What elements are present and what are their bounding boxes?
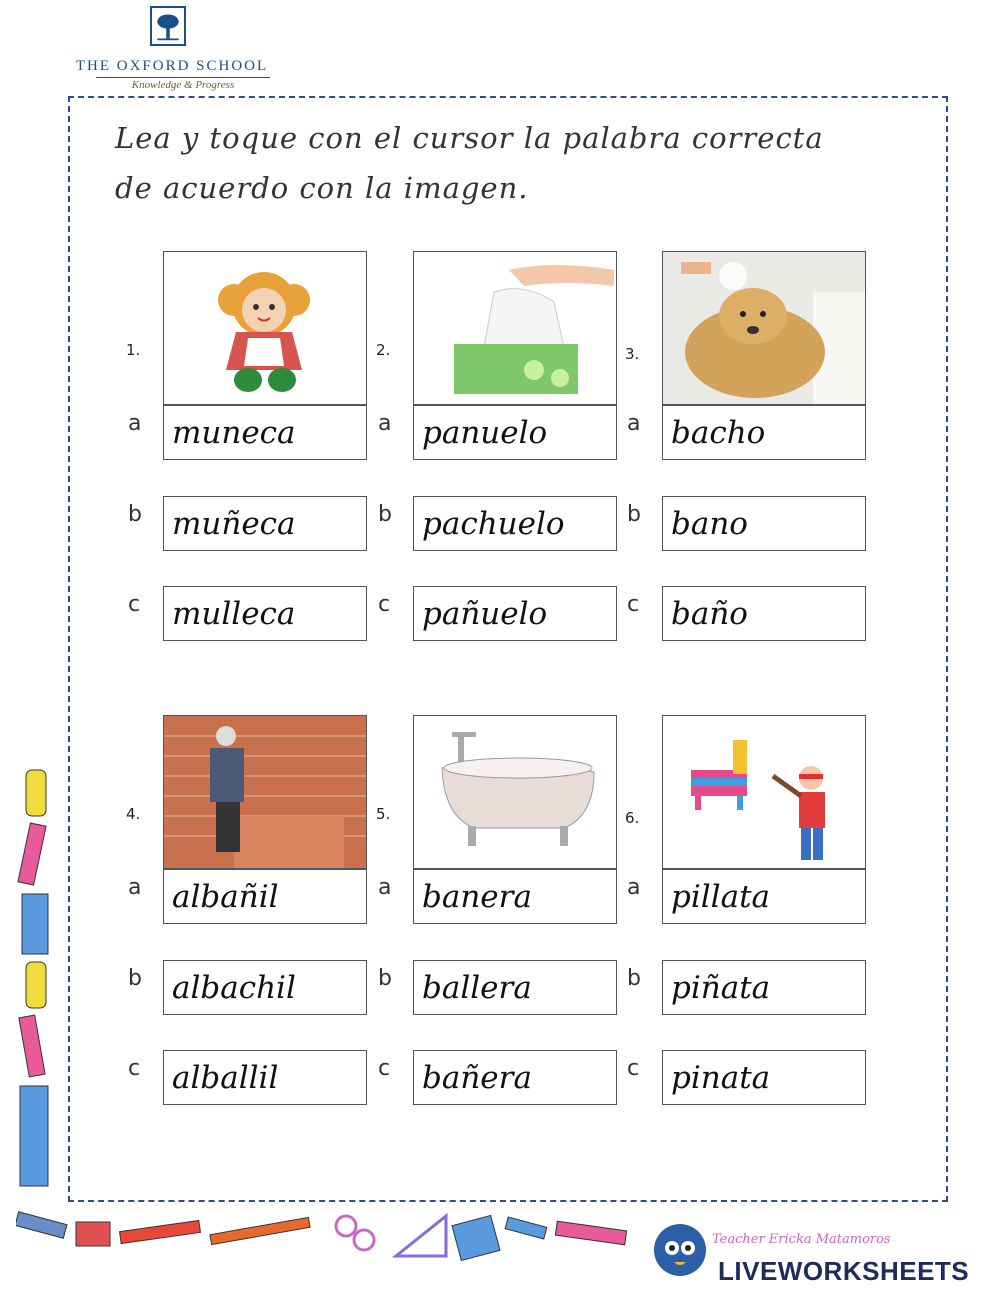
option-1c[interactable]: mulleca <box>163 586 367 641</box>
option-2a[interactable]: panuelo <box>413 405 617 460</box>
option-6a[interactable]: pillata <box>662 869 866 924</box>
option-letter-b: b <box>627 966 641 991</box>
question-number: 3. <box>625 345 640 363</box>
question-number: 4. <box>126 805 141 823</box>
question-number: 6. <box>625 809 640 827</box>
option-2c[interactable]: pañuelo <box>413 586 617 641</box>
option-5b[interactable]: ballera <box>413 960 617 1015</box>
dog-bath-image <box>662 251 866 405</box>
option-letter-c: c <box>128 1056 141 1081</box>
option-3a[interactable]: bacho <box>662 405 866 460</box>
option-3c[interactable]: baño <box>662 586 866 641</box>
school-logo <box>62 6 282 90</box>
tree-crest-icon <box>150 6 186 46</box>
liveworksheets-owl-icon <box>650 1220 710 1280</box>
option-letter-a: a <box>378 411 392 436</box>
question-number: 1. <box>126 341 141 359</box>
bathtub-image <box>413 715 617 869</box>
option-letter-a: a <box>128 875 142 900</box>
pinata-image <box>662 715 866 869</box>
question-number: 2. <box>376 341 391 359</box>
option-letter-b: b <box>128 966 142 991</box>
option-letter-b: b <box>378 966 392 991</box>
option-letter-c: c <box>128 592 141 617</box>
option-5a[interactable]: banera <box>413 869 617 924</box>
instructions-line-1: Lea y toque con el cursor la palabra correcta <box>115 121 824 155</box>
option-letter-c: c <box>627 1056 640 1081</box>
tissue-box-image <box>413 251 617 405</box>
option-6c[interactable]: pinata <box>662 1050 866 1105</box>
question-number: 5. <box>376 805 391 823</box>
doll-image <box>163 251 367 405</box>
option-4b[interactable]: albachil <box>163 960 367 1015</box>
option-4a[interactable]: albañil <box>163 869 367 924</box>
liveworksheets-brand[interactable]: LIVEWORKSHEETS <box>718 1256 970 1286</box>
bricklayer-image <box>163 715 367 869</box>
option-letter-a: a <box>128 411 142 436</box>
school-supplies-border-bottom <box>16 1206 636 1266</box>
option-1a[interactable]: muneca <box>163 405 367 460</box>
option-2b[interactable]: pachuelo <box>413 496 617 551</box>
option-1b[interactable]: muñeca <box>163 496 367 551</box>
school-motto: Knowledge & Progress <box>96 77 270 91</box>
option-letter-a: a <box>378 875 392 900</box>
option-5c[interactable]: bañera <box>413 1050 617 1105</box>
option-letter-c: c <box>378 1056 391 1081</box>
option-letter-c: c <box>627 592 640 617</box>
option-letter-b: b <box>128 502 142 527</box>
school-name: THE OXFORD SCHOOL <box>75 58 269 74</box>
teacher-credit: Teacher Ericka Matamoros <box>712 1232 891 1247</box>
school-supplies-border-left <box>12 766 60 1196</box>
option-letter-a: a <box>627 875 641 900</box>
option-4c[interactable]: alballil <box>163 1050 367 1105</box>
option-letter-a: a <box>627 411 641 436</box>
option-letter-c: c <box>378 592 391 617</box>
option-letter-b: b <box>378 502 392 527</box>
instructions <box>115 113 895 213</box>
option-letter-b: b <box>627 502 641 527</box>
instructions-line-2: de acuerdo con la imagen. <box>115 171 529 205</box>
option-3b[interactable]: bano <box>662 496 866 551</box>
option-6b[interactable]: piñata <box>662 960 866 1015</box>
